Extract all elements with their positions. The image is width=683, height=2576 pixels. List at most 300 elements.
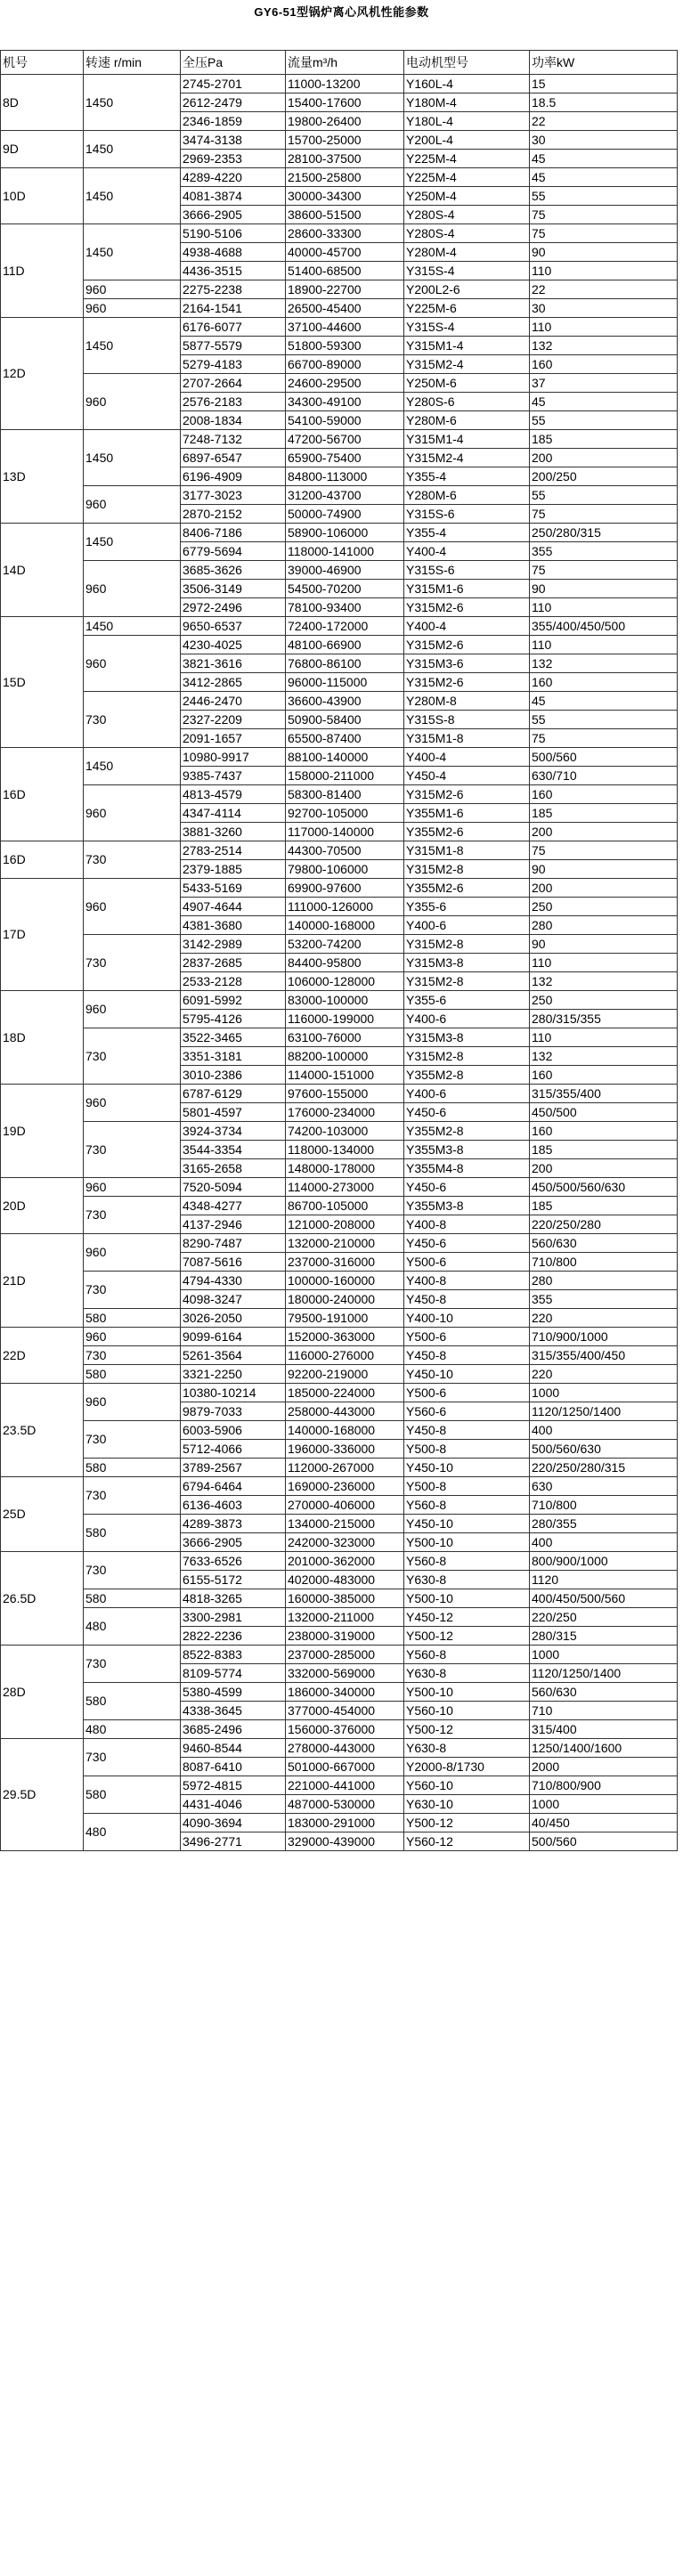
- power-cell: 22: [530, 112, 678, 131]
- speed-cell: 1450: [84, 168, 181, 224]
- motor-cell: Y400-4: [404, 748, 530, 767]
- power-cell: 18.5: [530, 93, 678, 112]
- column-header-motor: 电动机型号: [404, 51, 530, 75]
- pressure-cell: 4431-4046: [181, 1795, 286, 1814]
- flow-cell: 37100-44600: [286, 318, 404, 337]
- flow-cell: 160000-385000: [286, 1589, 404, 1608]
- table-row: [1, 168, 678, 187]
- motor-cell: Y315M1-6: [404, 580, 530, 598]
- motor-cell: Y225M-4: [404, 168, 530, 187]
- power-cell: 15: [530, 75, 678, 93]
- power-cell: 220/250/280: [530, 1215, 678, 1234]
- flow-cell: 97600-155000: [286, 1085, 404, 1103]
- motor-cell: Y560-10: [404, 1776, 530, 1795]
- power-cell: 40/450: [530, 1814, 678, 1832]
- pressure-cell: 5801-4597: [181, 1103, 286, 1122]
- model-cell: 25D: [1, 1477, 84, 1552]
- pressure-cell: 5972-4815: [181, 1776, 286, 1795]
- flow-cell: 51400-68500: [286, 262, 404, 280]
- pressure-cell: 3321-2250: [181, 1365, 286, 1384]
- flow-cell: 34300-49100: [286, 393, 404, 411]
- table-row: [1, 561, 678, 580]
- pressure-cell: 2576-2183: [181, 393, 286, 411]
- pressure-cell: 7248-7132: [181, 430, 286, 449]
- power-cell: 90: [530, 243, 678, 262]
- table-row: [1, 785, 678, 804]
- pressure-cell: 2870-2152: [181, 505, 286, 524]
- power-cell: 220: [530, 1309, 678, 1328]
- flow-cell: 28100-37500: [286, 150, 404, 168]
- speed-cell: 730: [84, 1122, 181, 1178]
- pressure-cell: 10380-10214: [181, 1384, 286, 1402]
- pressure-cell: 9650-6537: [181, 617, 286, 636]
- power-cell: 75: [530, 224, 678, 243]
- flow-cell: 134000-215000: [286, 1515, 404, 1533]
- power-cell: 55: [530, 486, 678, 505]
- flow-cell: 58900-106000: [286, 524, 404, 542]
- power-cell: 450/500: [530, 1103, 678, 1122]
- speed-cell: 480: [84, 1720, 181, 1739]
- model-cell: 15D: [1, 617, 84, 748]
- speed-cell: 1450: [84, 430, 181, 486]
- power-cell: 280/355: [530, 1515, 678, 1533]
- pressure-cell: 7520-5094: [181, 1178, 286, 1197]
- pressure-cell: 2612-2479: [181, 93, 286, 112]
- speed-cell: 730: [84, 1552, 181, 1589]
- power-cell: 560/630: [530, 1234, 678, 1253]
- speed-cell: 960: [84, 1085, 181, 1122]
- power-cell: 630/710: [530, 767, 678, 785]
- pressure-cell: 3821-3616: [181, 654, 286, 673]
- motor-cell: Y315M2-6: [404, 673, 530, 692]
- motor-cell: Y315M2-8: [404, 935, 530, 954]
- motor-cell: Y500-10: [404, 1683, 530, 1702]
- model-cell: 14D: [1, 524, 84, 617]
- power-cell: 45: [530, 150, 678, 168]
- power-cell: 132: [530, 654, 678, 673]
- flow-cell: 237000-285000: [286, 1646, 404, 1664]
- flow-cell: 156000-376000: [286, 1720, 404, 1739]
- power-cell: 160: [530, 1066, 678, 1085]
- motor-cell: Y560-8: [404, 1552, 530, 1571]
- pressure-cell: 9099-6164: [181, 1328, 286, 1346]
- pressure-cell: 2707-2664: [181, 374, 286, 393]
- power-cell: 75: [530, 505, 678, 524]
- flow-cell: 121000-208000: [286, 1215, 404, 1234]
- power-cell: 55: [530, 187, 678, 206]
- flow-cell: 84400-95800: [286, 954, 404, 972]
- speed-cell: 730: [84, 935, 181, 991]
- speed-cell: 730: [84, 692, 181, 748]
- motor-cell: Y315M1-8: [404, 841, 530, 860]
- power-cell: 355: [530, 1290, 678, 1309]
- motor-cell: Y400-8: [404, 1272, 530, 1290]
- model-cell: 29.5D: [1, 1739, 84, 1851]
- power-cell: 280/315/355: [530, 1010, 678, 1028]
- speed-cell: 960: [84, 1328, 181, 1346]
- pressure-cell: 3522-3465: [181, 1028, 286, 1047]
- motor-cell: Y560-6: [404, 1402, 530, 1421]
- power-cell: 75: [530, 206, 678, 224]
- model-cell: 28D: [1, 1646, 84, 1739]
- motor-cell: Y630-8: [404, 1664, 530, 1683]
- motor-cell: Y500-10: [404, 1533, 530, 1552]
- motor-cell: Y355M2-8: [404, 1066, 530, 1085]
- flow-cell: 111000-126000: [286, 898, 404, 916]
- motor-cell: Y500-6: [404, 1328, 530, 1346]
- pressure-cell: 8406-7186: [181, 524, 286, 542]
- power-cell: 800/900/1000: [530, 1552, 678, 1571]
- column-header-pressure: 全压Pa: [181, 51, 286, 75]
- power-cell: 185: [530, 1141, 678, 1159]
- motor-cell: Y450-6: [404, 1178, 530, 1197]
- flow-cell: 158000-211000: [286, 767, 404, 785]
- model-cell: 16D: [1, 841, 84, 879]
- table-row: [1, 1515, 678, 1533]
- motor-cell: Y450-12: [404, 1608, 530, 1627]
- pressure-cell: 2533-2128: [181, 972, 286, 991]
- motor-cell: Y630-10: [404, 1795, 530, 1814]
- power-cell: 75: [530, 729, 678, 748]
- motor-cell: Y630-8: [404, 1739, 530, 1758]
- model-cell: 19D: [1, 1085, 84, 1178]
- flow-cell: 258000-443000: [286, 1402, 404, 1421]
- pressure-cell: 2783-2514: [181, 841, 286, 860]
- flow-cell: 183000-291000: [286, 1814, 404, 1832]
- flow-cell: 96000-115000: [286, 673, 404, 692]
- power-cell: 500/560/630: [530, 1440, 678, 1459]
- motor-cell: Y355M3-8: [404, 1197, 530, 1215]
- pressure-cell: 3666-2905: [181, 1533, 286, 1552]
- speed-cell: 1450: [84, 75, 181, 131]
- table-row: [1, 1365, 678, 1384]
- flow-cell: 92700-105000: [286, 804, 404, 823]
- motor-cell: Y315M2-8: [404, 860, 530, 879]
- pressure-cell: 3881-3260: [181, 823, 286, 841]
- motor-cell: Y400-6: [404, 1085, 530, 1103]
- table-row: [1, 1085, 678, 1103]
- power-cell: 710/800: [530, 1253, 678, 1272]
- flow-cell: 54100-59000: [286, 411, 404, 430]
- pressure-cell: 4098-3247: [181, 1290, 286, 1309]
- pressure-cell: 6003-5906: [181, 1421, 286, 1440]
- pressure-cell: 4381-3680: [181, 916, 286, 935]
- power-cell: 2000: [530, 1758, 678, 1776]
- pressure-cell: 7633-6526: [181, 1552, 286, 1571]
- table-row: [1, 1421, 678, 1440]
- table-row: [1, 692, 678, 711]
- table-row: [1, 1328, 678, 1346]
- flow-cell: 117000-140000: [286, 823, 404, 841]
- speed-cell: 1450: [84, 318, 181, 374]
- flow-cell: 176000-234000: [286, 1103, 404, 1122]
- motor-cell: Y180L-4: [404, 112, 530, 131]
- pressure-cell: 3412-2865: [181, 673, 286, 692]
- pressure-cell: 9385-7437: [181, 767, 286, 785]
- flow-cell: 201000-362000: [286, 1552, 404, 1571]
- pressure-cell: 4794-4330: [181, 1272, 286, 1290]
- motor-cell: Y315M2-4: [404, 449, 530, 467]
- pressure-cell: 3142-2989: [181, 935, 286, 954]
- pressure-cell: 4938-4688: [181, 243, 286, 262]
- power-cell: 90: [530, 580, 678, 598]
- speed-cell: 1450: [84, 524, 181, 561]
- speed-cell: 960: [84, 1234, 181, 1272]
- flow-cell: 140000-168000: [286, 1421, 404, 1440]
- pressure-cell: 6136-4603: [181, 1496, 286, 1515]
- flow-cell: 112000-267000: [286, 1459, 404, 1477]
- motor-cell: Y355-6: [404, 991, 530, 1010]
- pressure-cell: 3165-2658: [181, 1159, 286, 1178]
- power-cell: 132: [530, 972, 678, 991]
- power-cell: 110: [530, 598, 678, 617]
- motor-cell: Y315M2-6: [404, 785, 530, 804]
- motor-cell: Y315M2-6: [404, 636, 530, 654]
- flow-cell: 44300-70500: [286, 841, 404, 860]
- power-cell: 110: [530, 1028, 678, 1047]
- table-row: [1, 1776, 678, 1795]
- motor-cell: Y315S-4: [404, 318, 530, 337]
- flow-cell: 132000-211000: [286, 1608, 404, 1627]
- pressure-cell: 5380-4599: [181, 1683, 286, 1702]
- table-row: [1, 524, 678, 542]
- pressure-cell: 3544-3354: [181, 1141, 286, 1159]
- power-cell: 110: [530, 954, 678, 972]
- motor-cell: Y355M2-6: [404, 879, 530, 898]
- table-row: [1, 1346, 678, 1365]
- power-cell: 1250/1400/1600: [530, 1739, 678, 1758]
- table-row: [1, 374, 678, 393]
- motor-cell: Y355M2-6: [404, 823, 530, 841]
- speed-cell: 580: [84, 1589, 181, 1608]
- motor-cell: Y450-8: [404, 1346, 530, 1365]
- power-cell: 200/250: [530, 467, 678, 486]
- pressure-cell: 5712-4066: [181, 1440, 286, 1459]
- flow-cell: 238000-319000: [286, 1627, 404, 1646]
- flow-cell: 501000-667000: [286, 1758, 404, 1776]
- power-cell: 400: [530, 1421, 678, 1440]
- motor-cell: Y315M1-4: [404, 430, 530, 449]
- power-cell: 1000: [530, 1646, 678, 1664]
- motor-cell: Y280S-6: [404, 393, 530, 411]
- flow-cell: 15700-25000: [286, 131, 404, 150]
- flow-cell: 76800-86100: [286, 654, 404, 673]
- pressure-cell: 5433-5169: [181, 879, 286, 898]
- pressure-cell: 3351-3181: [181, 1047, 286, 1066]
- flow-cell: 100000-160000: [286, 1272, 404, 1290]
- power-cell: 200: [530, 823, 678, 841]
- flow-cell: 21500-25800: [286, 168, 404, 187]
- power-cell: 710/800: [530, 1496, 678, 1515]
- flow-cell: 132000-210000: [286, 1234, 404, 1253]
- motor-cell: Y315M2-8: [404, 972, 530, 991]
- flow-cell: 40000-45700: [286, 243, 404, 262]
- model-cell: 13D: [1, 430, 84, 524]
- model-cell: 21D: [1, 1234, 84, 1328]
- flow-cell: 36600-43900: [286, 692, 404, 711]
- motor-cell: Y315M3-8: [404, 1028, 530, 1047]
- motor-cell: Y400-6: [404, 916, 530, 935]
- power-cell: 185: [530, 1197, 678, 1215]
- pressure-cell: 4289-3873: [181, 1515, 286, 1533]
- motor-cell: Y280M-8: [404, 692, 530, 711]
- speed-cell: 1450: [84, 748, 181, 785]
- speed-cell: 730: [84, 1028, 181, 1085]
- pressure-cell: 4137-2946: [181, 1215, 286, 1234]
- power-cell: 132: [530, 1047, 678, 1066]
- motor-cell: Y560-8: [404, 1496, 530, 1515]
- motor-cell: Y400-10: [404, 1309, 530, 1328]
- model-cell: 16D: [1, 748, 84, 841]
- flow-cell: 24600-29500: [286, 374, 404, 393]
- power-cell: 200: [530, 1159, 678, 1178]
- table-row: [1, 318, 678, 337]
- motor-cell: Y315S-4: [404, 262, 530, 280]
- motor-cell: Y500-6: [404, 1253, 530, 1272]
- power-cell: 75: [530, 841, 678, 860]
- pressure-cell: 2379-1885: [181, 860, 286, 879]
- motor-cell: Y315S-6: [404, 561, 530, 580]
- motor-cell: Y450-4: [404, 767, 530, 785]
- speed-cell: 1450: [84, 617, 181, 636]
- flow-cell: 31200-43700: [286, 486, 404, 505]
- power-cell: 185: [530, 430, 678, 449]
- pressure-cell: 9460-8544: [181, 1739, 286, 1758]
- pressure-cell: 2969-2353: [181, 150, 286, 168]
- motor-cell: Y355M3-8: [404, 1141, 530, 1159]
- model-cell: 11D: [1, 224, 84, 318]
- model-cell: 8D: [1, 75, 84, 131]
- power-cell: 200: [530, 449, 678, 467]
- column-header-speed: 转速 r/min: [84, 51, 181, 75]
- power-cell: 45: [530, 393, 678, 411]
- flow-cell: 50900-58400: [286, 711, 404, 729]
- flow-cell: 185000-224000: [286, 1384, 404, 1402]
- power-cell: 630: [530, 1477, 678, 1496]
- motor-cell: Y450-10: [404, 1365, 530, 1384]
- pressure-cell: 2972-2496: [181, 598, 286, 617]
- speed-cell: 730: [84, 1421, 181, 1459]
- pressure-cell: 8109-5774: [181, 1664, 286, 1683]
- motor-cell: Y280M-6: [404, 411, 530, 430]
- speed-cell: 960: [84, 1384, 181, 1421]
- pressure-cell: 4436-3515: [181, 262, 286, 280]
- table-row: [1, 486, 678, 505]
- flow-cell: 329000-439000: [286, 1832, 404, 1851]
- flow-cell: 72400-172000: [286, 617, 404, 636]
- pressure-cell: 2327-2209: [181, 711, 286, 729]
- speed-cell: 960: [84, 1178, 181, 1197]
- table-row: [1, 1122, 678, 1141]
- pressure-cell: 5190-5106: [181, 224, 286, 243]
- motor-cell: Y315M3-8: [404, 954, 530, 972]
- model-cell: 23.5D: [1, 1384, 84, 1477]
- pressure-cell: 3924-3734: [181, 1122, 286, 1141]
- table-row: [1, 617, 678, 636]
- table-row: [1, 1683, 678, 1702]
- motor-cell: Y280S-4: [404, 206, 530, 224]
- flow-cell: 15400-17600: [286, 93, 404, 112]
- pressure-cell: 6897-6547: [181, 449, 286, 467]
- motor-cell: Y250M-6: [404, 374, 530, 393]
- power-cell: 185: [530, 804, 678, 823]
- pressure-cell: 2091-1657: [181, 729, 286, 748]
- table-row: [1, 991, 678, 1010]
- power-cell: 37: [530, 374, 678, 393]
- motor-cell: Y450-10: [404, 1515, 530, 1533]
- table-row: [1, 879, 678, 898]
- motor-cell: Y500-12: [404, 1814, 530, 1832]
- pressure-cell: 3177-3023: [181, 486, 286, 505]
- power-cell: 560/630: [530, 1683, 678, 1702]
- pressure-cell: 4347-4114: [181, 804, 286, 823]
- pressure-cell: 10980-9917: [181, 748, 286, 767]
- motor-cell: Y315S-6: [404, 505, 530, 524]
- model-cell: 9D: [1, 131, 84, 168]
- pressure-cell: 8522-8383: [181, 1646, 286, 1664]
- table-row: [1, 1272, 678, 1290]
- flow-cell: 50000-74900: [286, 505, 404, 524]
- pressure-cell: 3685-3626: [181, 561, 286, 580]
- table-row: [1, 1234, 678, 1253]
- pressure-cell: 5795-4126: [181, 1010, 286, 1028]
- flow-cell: 114000-273000: [286, 1178, 404, 1197]
- power-cell: 315/400: [530, 1720, 678, 1739]
- pressure-cell: 3789-2567: [181, 1459, 286, 1477]
- motor-cell: Y315S-8: [404, 711, 530, 729]
- model-cell: 20D: [1, 1178, 84, 1234]
- power-cell: 315/355/400/450: [530, 1346, 678, 1365]
- speed-cell: 730: [84, 1646, 181, 1683]
- flow-cell: 78100-93400: [286, 598, 404, 617]
- table-row: [1, 1197, 678, 1215]
- pressure-cell: 2346-1859: [181, 112, 286, 131]
- motor-cell: Y560-10: [404, 1702, 530, 1720]
- motor-cell: Y560-8: [404, 1646, 530, 1664]
- power-cell: 160: [530, 1122, 678, 1141]
- motor-cell: Y400-4: [404, 542, 530, 561]
- speed-cell: 580: [84, 1459, 181, 1477]
- speed-cell: 960: [84, 785, 181, 841]
- flow-cell: 88200-100000: [286, 1047, 404, 1066]
- fan-performance-table: [0, 50, 678, 1851]
- speed-cell: 580: [84, 1309, 181, 1328]
- motor-cell: Y315M1-8: [404, 729, 530, 748]
- pressure-cell: 3026-2050: [181, 1309, 286, 1328]
- power-cell: 710/800/900: [530, 1776, 678, 1795]
- power-cell: 132: [530, 337, 678, 355]
- flow-cell: 84800-113000: [286, 467, 404, 486]
- motor-cell: Y560-12: [404, 1832, 530, 1851]
- table-row: [1, 1178, 678, 1197]
- motor-cell: Y450-10: [404, 1459, 530, 1477]
- power-cell: 30: [530, 131, 678, 150]
- power-cell: 110: [530, 636, 678, 654]
- pressure-cell: 4230-4025: [181, 636, 286, 654]
- pressure-cell: 6779-5694: [181, 542, 286, 561]
- motor-cell: Y400-4: [404, 617, 530, 636]
- power-cell: 1120/1250/1400: [530, 1402, 678, 1421]
- flow-cell: 38600-51500: [286, 206, 404, 224]
- motor-cell: Y355-6: [404, 898, 530, 916]
- flow-cell: 79800-106000: [286, 860, 404, 879]
- pressure-cell: 3300-2981: [181, 1608, 286, 1627]
- speed-cell: 730: [84, 1272, 181, 1309]
- pressure-cell: 4289-4220: [181, 168, 286, 187]
- motor-cell: Y2000-8/1730: [404, 1758, 530, 1776]
- pressure-cell: 6794-6464: [181, 1477, 286, 1496]
- pressure-cell: 6787-6129: [181, 1085, 286, 1103]
